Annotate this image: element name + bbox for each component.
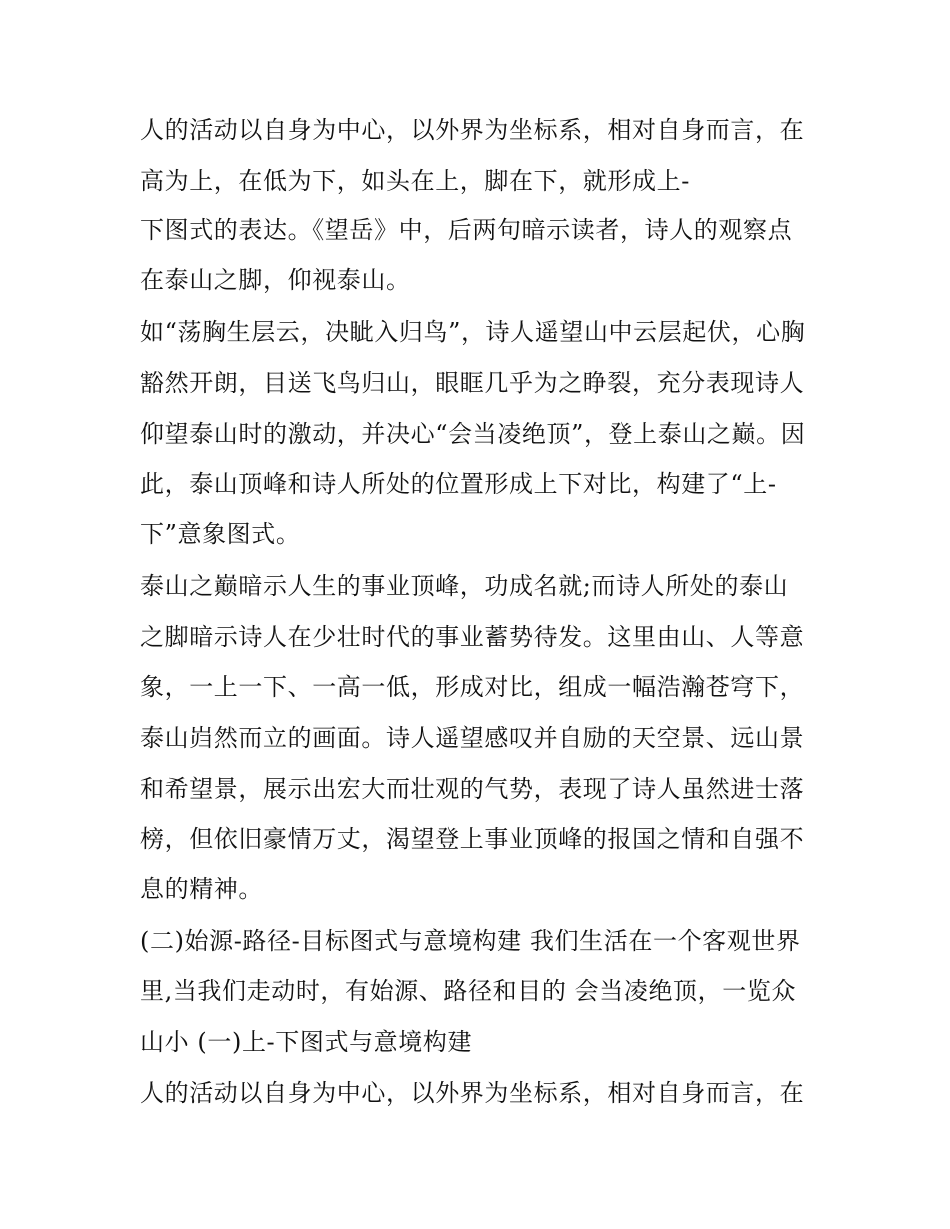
- text-line: 泰山之巅暗示人生的事业顶峰，功成名就;而诗人所处的泰山: [140, 572, 789, 600]
- text-line: 如“荡胸生层云，决眦入归鸟”，诗人遥望山中云层起伏，心胸: [140, 318, 806, 346]
- text-line: 此，泰山顶峰和诗人所处的位置形成上下对比，构建了“上-: [140, 470, 777, 498]
- text-line: 高为上，在低为下，如头在上，脚在下，就形成上-: [140, 167, 690, 195]
- text-line: 在泰山之脚，仰视泰山。: [140, 266, 411, 294]
- text-line: 人的活动以自身为中心，以外界为坐标系，相对自身而言，在: [140, 116, 805, 144]
- text-line: 之脚暗示诗人在少壮时代的事业蓄势待发。这里由山、人等意: [140, 623, 805, 651]
- text-line: 泰山岿然而立的画面。诗人遥望感叹并自励的天空景、远山景: [140, 724, 805, 752]
- text-line: 象，一上一下、一高一低，形成对比，组成一幅浩瀚苍穹下，: [140, 673, 805, 701]
- text-line: 里,当我们走动时，有始源、路径和目的 会当凌绝顶，一览众: [140, 977, 797, 1005]
- text-line: 息的精神。: [140, 875, 263, 903]
- text-line: 和希望景，展示出宏大而壮观的气势，表现了诗人虽然进士落: [140, 775, 805, 803]
- text-line: 仰望泰山时的激动，并决心“会当凌绝顶”，登上泰山之巅。因: [140, 420, 806, 448]
- text-line: (二)始源-路径-目标图式与意境构建 我们生活在一个客观世界: [140, 927, 801, 955]
- text-line: 下”意象图式。: [140, 520, 301, 548]
- text-line: 豁然开朗，目送飞鸟归山，眼眶几乎为之睁裂，充分表现诗人: [140, 369, 805, 397]
- text-line: 山小 (一)上-下图式与意境构建: [140, 1028, 473, 1056]
- text-line: 下图式的表达。《望岳》中，后两句暗示读者，诗人的观察点: [140, 216, 793, 244]
- text-line: 榜，但依旧豪情万丈，渴望登上事业顶峰的报国之情和自强不: [140, 825, 805, 853]
- text-line: 人的活动以自身为中心，以外界为坐标系，相对自身而言，在: [140, 1079, 805, 1107]
